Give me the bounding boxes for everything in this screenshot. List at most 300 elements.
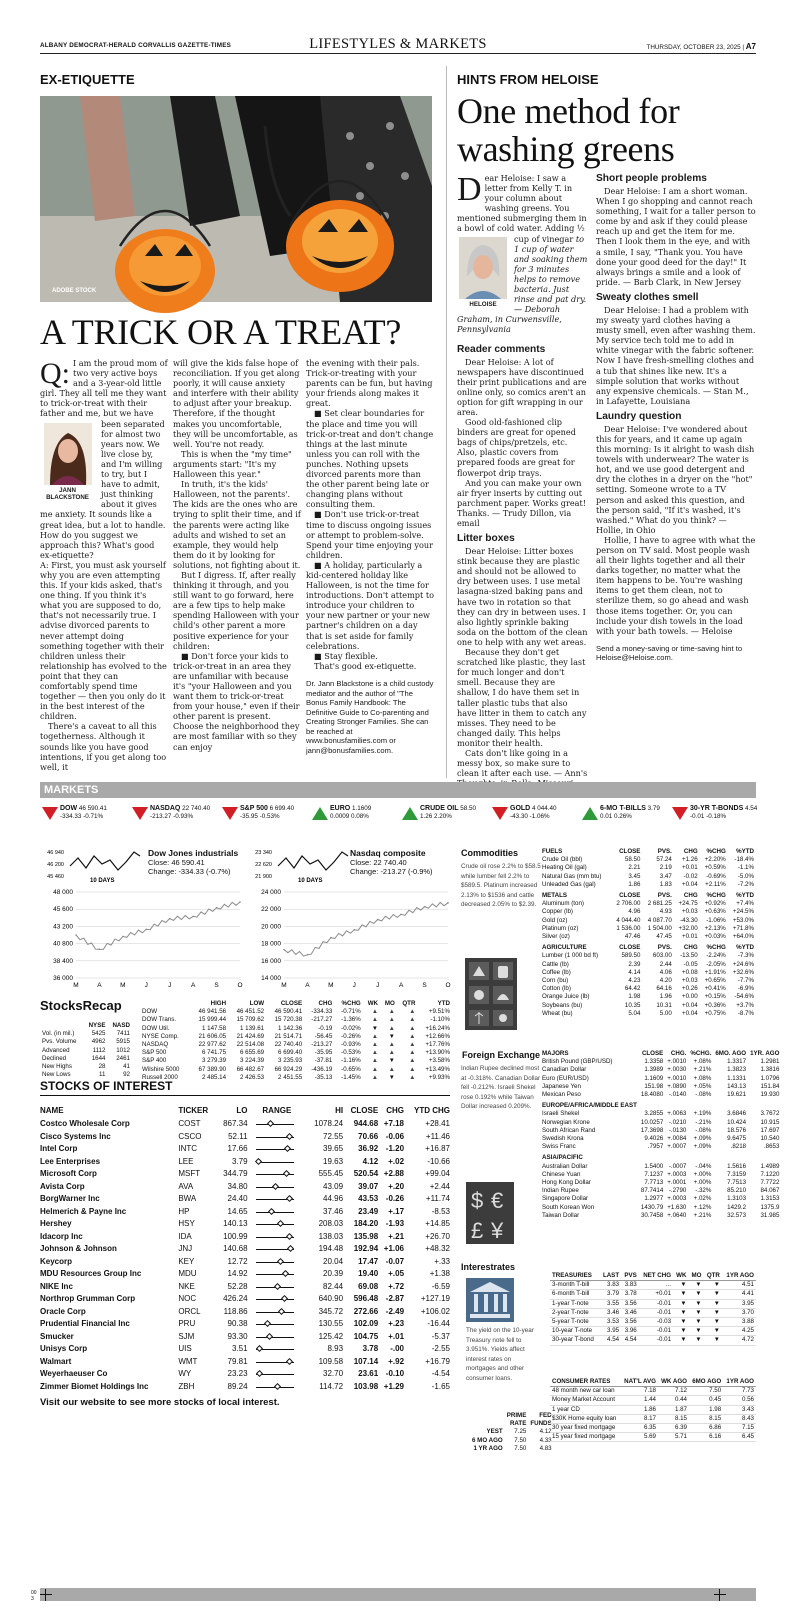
consumer-rate-header-cell: NAT'L AVG [621,1378,658,1387]
ticker-item [330,805,371,821]
forex-header-cell [665,1099,688,1110]
forex-row [540,1135,781,1143]
stock-hi: 20.39 [323,1269,344,1278]
recap-index-cell: ▲ [371,1016,378,1024]
forex-header-cell: CHG. [670,1050,687,1057]
recap-index-header-cell: CLOSE [280,1000,303,1007]
stock-ytd: -10.66 [427,1156,450,1166]
range-marker [277,1258,284,1265]
stock-name: Unisys Corp [40,1344,88,1353]
commodities-table [540,848,756,1018]
treasury-cell: ▼ [673,1290,688,1299]
commodity-cell: +0.15% [704,993,726,1001]
stock-ticker: NKE [178,1281,195,1291]
soi-header-cell: YTD CHG [414,1106,450,1115]
treasury-cell: 3.83 [599,1281,621,1290]
dow-chart-xtick: M [120,982,126,989]
recap-index-header-cell: YTD [437,1000,450,1007]
forex-cell: 10.0257 [640,1118,664,1126]
treasury-row [550,1299,756,1308]
ticker-value: 4 044.40 [530,805,557,812]
consumer-rate-row [550,1405,756,1414]
commodity-row [540,900,756,908]
soi-header-cell: LO [236,1106,248,1115]
recap-index-cell: 3 224.39 [240,1057,265,1065]
sweaty-clothes-heading: Sweaty clothes smell [596,291,699,303]
treasury-row [550,1336,756,1345]
stock-close: 102.09 [353,1319,379,1328]
forex-cell: Chinese Yuan [542,1170,581,1178]
commodity-header-cell: CHG [683,848,698,855]
commodity-cell: +0.92% [704,900,726,908]
ticker-name: CRUDE OIL [420,805,459,812]
recap-index-cell: +9.51% [428,1008,450,1016]
recap-index-cell: S&P 500 [142,1049,167,1057]
forex-row [540,1091,781,1099]
nasdaq-chart-data-point [307,954,309,956]
stock-range-cell [248,1368,307,1381]
stock-row [40,1368,450,1381]
commodity-row [540,917,756,925]
stock-lo: 118.86 [223,1306,248,1316]
dow-chart-ytick: 36 000 [53,975,73,982]
ticker-arrow-down [672,807,688,820]
etiquette-kicker: EX-ETIQUETTE [40,72,135,87]
dow-chart-data-point [99,949,101,951]
stock-range-cell [248,1218,307,1231]
forex-header-cell: EUROPE/AFRICA/MIDDLE EAST [542,1102,637,1110]
stock-range-bar [256,1258,294,1266]
treasury-row [550,1290,756,1299]
forex-cell: +.0010 [667,1074,687,1082]
forex-cell: 7.7722 [760,1179,780,1187]
stock-range-bar [256,1120,294,1128]
stock-row [40,1268,450,1281]
recap-index-cell: 15 999.44 [198,1016,227,1024]
consumer-rate-cell: 6.45 [723,1433,756,1442]
stock-hi: 43.09 [323,1181,344,1191]
commodity-cell: +24.5% [732,908,754,916]
forex-cell: 7.7513 [727,1179,747,1187]
treasury-cell: 30-year T-bond [550,1336,599,1345]
dow-chart-xtick: O [237,982,243,989]
commodity-cell: +1.91% [704,968,726,976]
stock-chg: +.20 [388,1181,405,1191]
recap-index-cell: -37.81 [314,1057,333,1065]
nasdaq-chart-data-point [400,914,402,916]
stock-row [40,1231,450,1244]
stock-ticker: LEE [178,1156,194,1166]
forex-cell: +.00% [693,1179,712,1187]
range-marker [278,1308,285,1315]
forex-cell: 1.0796 [760,1074,780,1082]
stock-range-cell [248,1193,307,1206]
stocks-of-interest-title: STOCKS OF INTEREST [40,1079,450,1096]
forex-cell: +.08% [693,1074,712,1082]
recap-index-cell: ▲ [409,1024,416,1032]
forex-cell: 9.6475 [727,1135,747,1143]
stock-ytd: +48.32 [425,1244,450,1253]
commodity-cell: -2.24% [706,952,726,960]
svg-text:€: € [491,1188,504,1213]
commodity-cell: -54.6% [734,993,754,1001]
treasury-cell: ▼ [673,1299,688,1308]
recap-index-cell: 6 655.69 [240,1049,265,1057]
stock-row [40,1306,450,1319]
ticker-item [60,805,107,821]
forex-row [540,1179,781,1187]
ticker-value: 46 590.41 [77,805,107,812]
stock-ytd: -1.65 [431,1381,450,1391]
stock-ytd: +127.19 [420,1294,450,1303]
commodity-cell: +0.04 [682,1001,698,1009]
forex-cell: 85.210 [727,1187,747,1195]
recap-index-row [140,1016,452,1024]
nasdaq-chart-xtick: O [445,982,451,989]
stock-chg: +7.18 [383,1119,405,1128]
recap-index-cell: 6 741.75 [201,1049,227,1057]
stock-range-cell [248,1281,307,1294]
commodity-cell: 58.50 [624,856,641,864]
stock-hi: 208.03 [318,1219,344,1228]
nasdaq-chart-mini-line [278,852,348,870]
forex-cell: 32.573 [727,1211,747,1219]
stock-range-bar [256,1345,294,1353]
recap-volume-cell: Declined [42,1054,67,1062]
recap-index-cell: 15 720.38 [274,1016,303,1024]
stock-close: 17.47 [358,1256,379,1266]
bottom-bar [40,1588,756,1601]
forex-row [540,1083,781,1091]
recap-index-cell: 21 424.69 [236,1032,265,1040]
stock-ticker: KEY [178,1256,195,1266]
stock-name: Cisco Systems Inc [40,1131,111,1141]
stock-lo: 3.51 [231,1344,248,1353]
ticker-line-1 [420,805,476,813]
recap-index-cell: ▲ [371,1065,378,1073]
commodity-cell: +64.0% [732,933,754,941]
commodity-cell: 64.42 [624,985,641,993]
recap-index-cell: NASDAQ [142,1041,169,1049]
treasury-cell: ▼ [704,1327,722,1336]
commodity-cell: +1.26 [682,856,698,864]
stock-range-bar [256,1195,294,1203]
forex-cell: 3.2855 [644,1110,664,1118]
stock-close: 23.61 [358,1369,379,1378]
soi-header-cell: RANGE [262,1106,292,1115]
recap-index-cell: 46 451.52 [236,1008,265,1016]
forex-cell: Swedish Krona [542,1135,584,1143]
stock-range-bar [256,1220,294,1228]
treasury-cell: ▼ [704,1299,722,1308]
prime-header-cell: FED FUNDS [530,1412,552,1428]
forex-cell: 1429.2 [727,1203,747,1211]
stock-ticker: WMT [178,1356,198,1366]
dow-chart-mini-ytick: 46 940 [47,850,64,856]
ticker-line-1 [60,805,107,813]
commodity-header-cell: %YTD [736,848,754,855]
column-divider [446,66,447,778]
commodity-header-cell: METALS [542,892,567,900]
forex-cell: 3.6846 [727,1110,747,1118]
consumer-rate-cell: 1.86 [621,1405,658,1414]
etiquette-column-2 [173,358,301,750]
ticker-change: -0.01 -0.18% [690,813,727,820]
recap-volume-cell: 4962 [91,1038,106,1046]
stock-row [40,1156,450,1169]
ticker-item [420,805,476,821]
commodity-cell: 10.35 [624,1001,641,1009]
forex-cell: -.04% [695,1162,712,1170]
treasury-cell: 5-year T-note [550,1318,599,1327]
stock-close: 3.78 [362,1344,379,1353]
forex-cell: Indian Rupee [542,1187,579,1195]
soi-header-cell: CHG [386,1106,405,1115]
recap-index-cell: -56.45 [314,1032,333,1040]
stock-row [40,1331,450,1344]
nasdaq-chart-xtick: M [281,982,287,989]
commodities-icons [465,958,517,1030]
range-marker [264,1320,271,1327]
stock-lo: 93.30 [227,1331,248,1341]
commodity-cell: 4.96 [628,908,641,916]
crop-mark-left [40,1589,52,1601]
commodities-intro [461,848,541,910]
recap-index-cell: -35.13 [314,1073,333,1081]
forex-cell: -.0007 [668,1162,687,1170]
stock-ticker: NOC [178,1294,197,1303]
recap-index-header-cell: HIGH [210,1000,227,1007]
treasury-cell: 3.83 [621,1281,639,1290]
recap-index-cell: 1 139.61 [240,1024,265,1032]
stock-row [40,1318,450,1331]
drop-cap: D [457,171,482,208]
heloise-headline: One method for washing greens [457,91,680,169]
recap-volume-cell: 5915 [116,1038,130,1046]
stock-name: Oracle Corp [40,1306,86,1316]
range-line [256,1299,294,1300]
stock-name: Keycorp [40,1256,73,1266]
stock-hi: 345.72 [318,1306,344,1316]
stock-name: NIKE Inc [40,1281,73,1291]
recap-index-cell: -0.65% [341,1065,361,1073]
stock-lo: 89.24 [227,1381,248,1391]
commodity-cell: +0.63% [704,908,726,916]
forex-group-header [540,1099,781,1110]
dow-chart-xtick: J [168,982,172,989]
forex-cell: 1430.79 [640,1203,664,1211]
recap-index-cell: -0.02% [341,1024,361,1032]
ticker-change: -43.30 -1.06% [510,813,550,820]
recap-index-cell: ▲ [388,1041,395,1049]
commodity-cell: -7.2% [737,880,754,888]
range-marker [286,1358,293,1365]
soi-header-cell: NAME [40,1106,64,1115]
forex-row [540,1110,781,1118]
treasury-header-cell: PVS [621,1272,639,1281]
stock-range-cell [248,1381,307,1394]
recap-index-cell: -0.26% [341,1032,361,1040]
forex-cell: 1.3317 [727,1058,747,1066]
recap-volume-header-cell: NASD [112,1022,130,1029]
forex-cell: 1.1609 [644,1074,664,1082]
dow-chart-mini-label: 10 DAYS [90,878,115,884]
consumer-rate-cell: 0.44 [658,1396,689,1405]
recap-index-cell: -1.36% [341,1016,361,1024]
commodity-row [540,961,756,969]
stock-chg: +1.29 [383,1381,405,1391]
stock-ticker: HP [178,1206,190,1216]
nasdaq-chart-data-point [330,937,332,939]
range-line [256,1124,294,1125]
recap-index-cell: ▲ [388,1065,395,1073]
stock-lo: 52.28 [227,1281,248,1291]
stocks-of-interest-table [40,1106,450,1393]
stock-ytd: -4.54 [431,1369,450,1378]
commodity-cell: -6.9% [737,985,754,993]
recap-index-cell: 1 142.36 [278,1024,303,1032]
recap-index-cell: ▲ [371,1057,378,1065]
recap-index-cell: ▲ [409,1016,416,1024]
recap-index-cell: +13.90% [425,1049,450,1057]
ticker-value: 4.54 [743,805,758,812]
stock-chg: +1.06 [383,1244,405,1253]
commodity-cell: 4.06 [659,968,672,976]
commodity-row [540,873,756,881]
forex-cell: 1.2981 [760,1058,780,1066]
stock-ticker: JNJ [178,1244,193,1253]
halloween-photo [40,96,432,302]
stock-ytd: +106.02 [420,1306,450,1316]
treasury-header-cell: NET CHG [639,1272,673,1281]
recap-index-cell: Russell 2000 [142,1073,178,1081]
commodity-cell: 2.44 [659,960,672,968]
commodity-cell: +0.41% [704,985,726,993]
stock-ytd: +2.44 [429,1181,450,1191]
commodity-cell: 2 706.00 [616,900,641,908]
recap-volume-cell: 7411 [116,1030,130,1038]
forex-cell: -.32% [695,1187,712,1195]
commodity-row [540,993,756,1001]
forex-cell: -.0140 [668,1091,687,1099]
treasury-cell: ▼ [704,1281,722,1290]
stock-name: BorgWarner Inc [40,1194,100,1203]
commodity-group-header [540,848,756,856]
col3-para-5: ■ Stay flexible. [314,650,378,661]
recap-index-cell: -0.19 [318,1024,333,1032]
commodity-cell: +0.59% [704,864,726,872]
markets-bar: MARKETS [40,782,756,798]
dow-chart-ytick: 45 600 [53,906,73,914]
treasury-cell: ▼ [688,1336,703,1345]
nasdaq-chart-ytick: 20 000 [261,923,281,931]
recap-index-cell: -1.10% [430,1016,450,1024]
commodity-cell: 2.19 [659,864,672,872]
interest-rates-title: Interestrates [461,1262,516,1272]
nasdaq-chart-change: Change: -213.27 (-0.9%) [350,867,433,876]
forex-cell: 17.3698 [640,1126,664,1134]
masthead-date [646,42,756,51]
forex-cell: -.0210 [668,1118,687,1126]
stock-ytd: +11.74 [425,1194,450,1203]
range-marker [274,1383,281,1390]
consumer-rate-cell: 8.43 [723,1414,756,1423]
col2-para-5: ■ Don't force your kids to trick-or-treat in an area they are unfamiliar with because it's "your Halloween and you want them to trick-or-treat from your house," even if their other parent is present. Choose the neighborhood they are most familiar with so they can enjoy [173,650,300,752]
range-marker [255,1158,262,1165]
commodity-header-cell: PVS. [657,848,672,855]
recap-index-cell: ▲ [409,1057,416,1065]
stock-ytd: -2.55 [431,1344,450,1353]
nasdaq-chart-series-line [284,903,448,957]
treasury-cell: ▼ [673,1308,688,1317]
recap-index-cell: +13.49% [425,1065,450,1073]
ticker-line-1 [240,805,294,813]
consumer-rate-cell: 1.44 [621,1396,658,1405]
consumer-rate-cell: 1 year CD [550,1405,621,1414]
recap-index-cell: +3.58% [428,1057,450,1065]
stock-chg: -.00 [390,1344,405,1353]
forex-header-cell: 1YR. AGO [750,1050,780,1057]
stock-ticker: HSY [178,1219,195,1228]
stock-ytd: -8.53 [431,1206,450,1216]
stock-ticker: COST [178,1119,201,1128]
commodity-cell: 4.20 [659,977,672,985]
stock-range-bar [256,1308,294,1316]
stock-range-cell [248,1181,307,1194]
stock-ytd: +26.70 [425,1231,450,1241]
treasury-cell: ▼ [688,1290,703,1299]
heloise-column-2 [596,173,756,773]
recap-index-cell: ▲ [409,1065,416,1073]
stock-range-bar [256,1170,294,1178]
forex-cell: -.2790 [668,1187,687,1195]
range-line [256,1337,294,1338]
soi-header [40,1106,450,1118]
commodity-cell: +0.01 [682,864,698,872]
stock-chg: +.72 [388,1281,405,1291]
commodity-cell: 10.31 [656,1001,672,1009]
stock-close: 103.98 [353,1381,379,1391]
stock-name: MDU Resources Group Inc [40,1269,142,1278]
recap-index-header-cell [140,1000,190,1008]
range-marker [281,1295,288,1302]
stock-name: Hershey [40,1219,72,1228]
stock-range-cell [248,1231,307,1244]
range-marker [286,1195,293,1202]
stock-name: Weyerhaeuser Co [40,1369,108,1378]
stock-chg: -0.07 [385,1256,405,1266]
recap-index-cell: 66 482.67 [236,1065,265,1073]
range-marker [286,1233,293,1240]
nasdaq-chart-ytick: 16 000 [261,957,281,965]
stock-hi: 114.72 [319,1381,344,1391]
forex-row [540,1119,781,1127]
commodity-header-cell: CLOSE [619,848,641,855]
prime-rate-table [470,1412,554,1453]
forex-cell: 1.3816 [760,1066,780,1074]
treasury-cell: ▼ [673,1327,688,1336]
treasury-cell: 4.25 [722,1327,756,1336]
commodity-cell: 4.93 [659,908,672,916]
commodity-cell: -1.1% [737,864,754,872]
commodity-cell: +0.03 [682,908,698,916]
etiquette-column-3 [306,358,434,756]
stock-chg: -0.26 [385,1194,405,1203]
stock-hi: 194.48 [318,1244,344,1253]
commodity-cell: 4.23 [628,977,641,985]
recap-volume-cell: 11 [99,1071,106,1079]
treasury-cell: 3.46 [621,1308,639,1317]
